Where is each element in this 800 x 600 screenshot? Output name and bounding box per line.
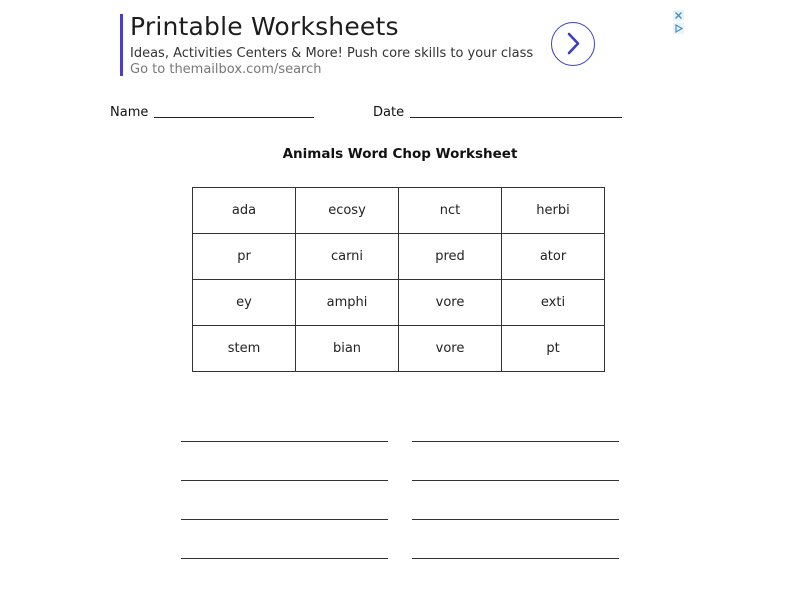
word-cell: exti	[502, 280, 605, 326]
word-cell: pt	[502, 326, 605, 372]
word-chop-table	[192, 187, 605, 372]
word-cell: ada	[193, 188, 296, 234]
table-row	[193, 326, 605, 372]
answer-line	[412, 519, 619, 520]
word-cell: amphi	[296, 280, 399, 326]
close-icon[interactable]	[673, 10, 684, 21]
word-cell: vore	[399, 280, 502, 326]
word-cell: pred	[399, 234, 502, 280]
word-cell: herbi	[502, 188, 605, 234]
date-blank-line	[410, 105, 622, 118]
word-cell: bian	[296, 326, 399, 372]
word-cell: ator	[502, 234, 605, 280]
worksheet-title: Animals Word Chop Worksheet	[282, 146, 518, 162]
ad-link[interactable]: Go to themailbox.com/search	[130, 62, 322, 77]
ad-description-text: Ideas, Activities Centers & More! Push core skills to your class	[130, 46, 534, 61]
word-cell: nct	[399, 188, 502, 234]
word-cell: stem	[193, 326, 296, 372]
word-cell: carni	[296, 234, 399, 280]
table-row	[193, 188, 605, 234]
date-label: Date	[373, 105, 405, 120]
chevron-right-icon	[552, 23, 593, 64]
table-row	[193, 234, 605, 280]
answer-line	[412, 558, 619, 559]
ad-accent-bar	[120, 14, 123, 76]
word-cell: pr	[193, 234, 296, 280]
answer-line	[412, 480, 619, 481]
name-label: Name	[110, 105, 149, 120]
answer-line	[412, 441, 619, 442]
ad-arrow-button[interactable]	[551, 22, 595, 66]
table-row	[193, 280, 605, 326]
ad-banner[interactable]	[120, 12, 600, 76]
adchoices-icon[interactable]	[673, 23, 684, 34]
name-field	[110, 105, 314, 120]
word-cell: ey	[193, 280, 296, 326]
answer-line	[181, 441, 388, 442]
ad-title[interactable]: Printable Worksheets	[130, 12, 399, 41]
word-cell: vore	[399, 326, 502, 372]
answer-line	[181, 480, 388, 481]
date-field	[373, 105, 622, 120]
ad-choices[interactable]	[673, 10, 684, 34]
answer-line	[181, 558, 388, 559]
ad-description	[130, 46, 550, 78]
name-blank-line	[154, 105, 314, 118]
word-cell: ecosy	[296, 188, 399, 234]
answer-line	[181, 519, 388, 520]
